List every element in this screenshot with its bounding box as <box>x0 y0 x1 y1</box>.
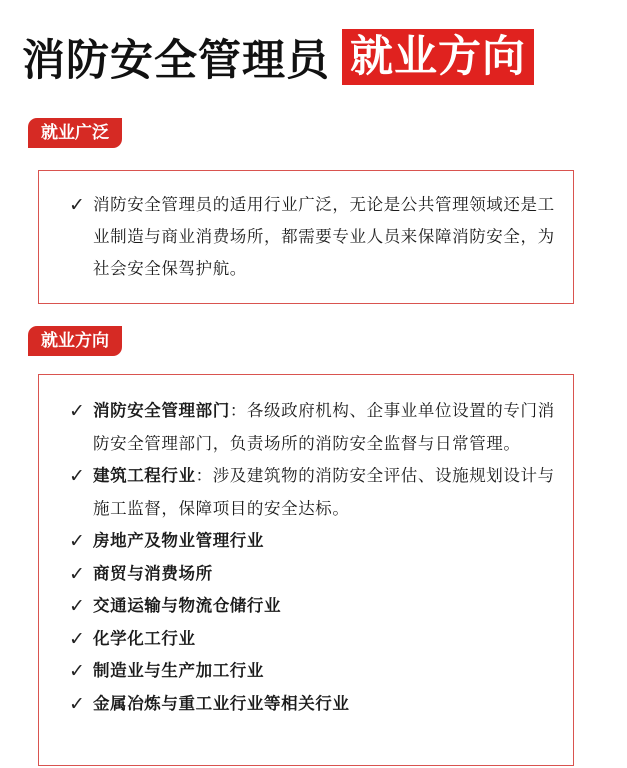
section-badge-wide-employment: 就业广泛 <box>28 118 122 148</box>
checkmark-icon: ✓ <box>69 627 85 650</box>
list-item <box>69 590 557 623</box>
section-box-employment-direction <box>38 374 574 766</box>
checkmark-icon: ✓ <box>69 595 85 617</box>
item-label: 建筑工程行业 <box>93 466 196 485</box>
page-title: 消防安全管理员 <box>22 35 330 86</box>
section-badge-employment-direction: 就业方向 <box>28 326 122 356</box>
item-label: 交通运输与物流仓储行业 <box>93 596 282 615</box>
item-label: 房地产及物业管理行业 <box>93 531 264 550</box>
list-item <box>69 655 557 688</box>
list-item <box>69 688 557 721</box>
section-box-wide-employment <box>38 170 574 304</box>
item-label: 金属冶炼与重工业行业等相关行业 <box>93 693 350 713</box>
list-item <box>69 189 557 285</box>
list-item <box>69 460 557 525</box>
item-text: ：涉及建筑物的消防安全评估、设施规划设计与施工监督，保障项目的安全达标。 <box>93 466 555 518</box>
checkmark-icon: ✓ <box>69 465 85 487</box>
checkmark-icon: ✓ <box>69 400 85 422</box>
page-header <box>22 28 534 86</box>
item-label: 商贸与消费场所 <box>93 563 213 583</box>
checkmark-icon: ✓ <box>69 692 85 715</box>
item-label: 制造业与生产加工行业 <box>93 661 264 680</box>
list-item <box>69 395 557 460</box>
list-item <box>69 525 557 558</box>
item-text: ：各级政府机构、企事业单位设置的专门消防安全管理部门，负责场所的消防安全监督与日常管理。 <box>93 401 555 453</box>
checkmark-icon: ✓ <box>69 660 85 682</box>
list-item <box>69 623 557 656</box>
list-item <box>69 558 557 591</box>
item-label: 消防安全管理部门 <box>93 401 230 420</box>
item-text: 消防安全管理员的适用行业广泛，无论是公共管理领域还是工业制造与商业消费场所，都需要专业人员来保障消防安全，为社会安全保驾护航。 <box>93 195 555 278</box>
item-label: 化学化工行业 <box>93 628 196 648</box>
checkmark-icon: ✓ <box>69 194 85 216</box>
checkmark-icon: ✓ <box>69 562 85 585</box>
title-highlight-tag: 就业方向 <box>342 29 534 85</box>
checkmark-icon: ✓ <box>69 530 85 552</box>
